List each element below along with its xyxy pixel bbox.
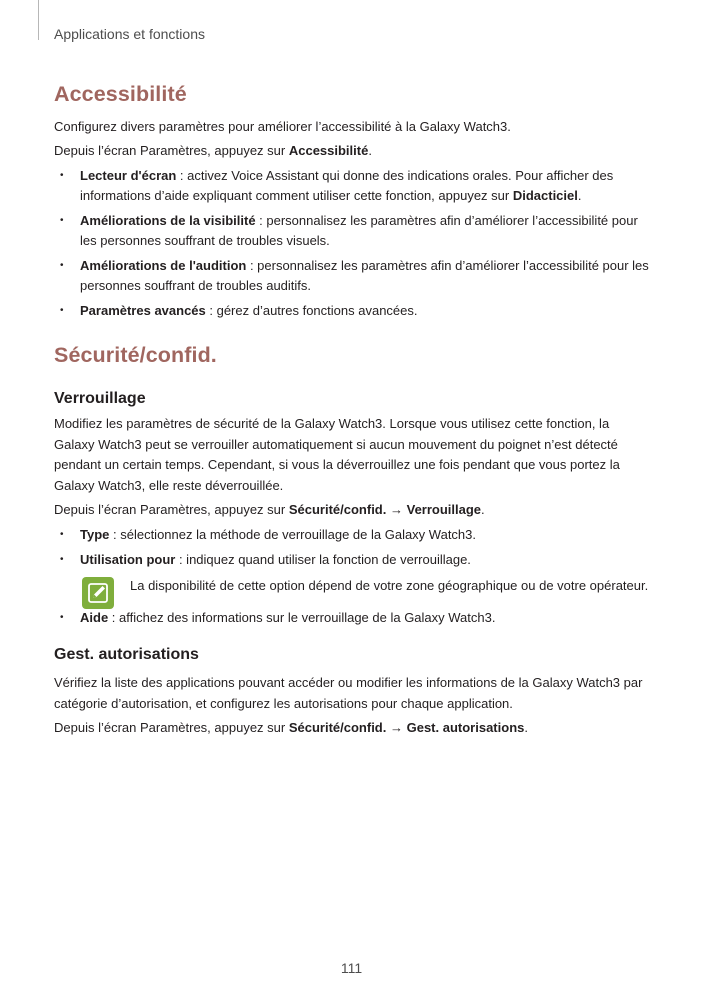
verrouillage-body: Modifiez les paramètres de sécurité de la Galaxy Watch3. Lorsque vous utilisez cette fonction, la Galaxy Watch3 peut se verrouiller automatiquement si aucun mouvement du poignet n’est détecté pendant un certain temps. Cependant, si vous la déverrouillez une fois pendant que vous portez la Galaxy Watch3, elle reste déverrouillée. [54,416,620,493]
verrouillage-list [54,525,652,570]
verrouillage-path: Depuis l’écran Paramètres, appuyez sur Sécurité/confid. → Verrouillage. [54,502,485,517]
list-item: • Utilisation pour : indiquez quand utiliser la fonction de verrouillage. [54,550,652,570]
note-text: La disponibilité de cette option dépend de votre zone géographique ou de votre opérateur. [130,578,649,593]
gest-body: Vérifiez la liste des applications pouvant accéder ou modifier les informations de la Galaxy Watch3 par catégorie d’autorisation, et configurez les autorisations pour chaque application. [54,675,643,711]
verrouillage-list-2 [54,608,652,628]
list-item: • Améliorations de la visibilité : personnalisez les paramètres afin d’améliorer l’accessibilité pour les personnes souffrant de troubles visuels. [54,211,652,251]
page-number: 111 [340,960,363,976]
note-box [54,576,652,596]
list-item: • Améliorations de l'audition : personnalisez les paramètres afin d’améliorer l’accessibilité pour les personnes souffrant de troubles auditifs. [54,256,652,296]
list-item: • Type : sélectionnez la méthode de verrouillage de la Galaxy Watch3. [54,525,652,545]
list-item: • Paramètres avancés : gérez d’autres fonctions avancées. [54,301,652,321]
subsection-title-verrouillage: Verrouillage [54,390,146,407]
gest-path: Depuis l’écran Paramètres, appuyez sur Sécurité/confid. → Gest. autorisations. [54,720,528,735]
note-pencil-icon [82,577,114,609]
subsection-title-gest-autorisations: Gest. autorisations [54,646,199,663]
list-item: • Lecteur d'écran : activez Voice Assistant qui donne des indications orales. Pour afficher des informations d’aide expliquant comment utiliser cette fonction, appuyez sur Didacticiel. [54,166,652,206]
accessibilite-list [54,166,652,321]
margin-rule [38,0,39,40]
accessibilite-path: Depuis l’écran Paramètres, appuyez sur Accessibilité. [54,143,372,158]
list-item: • Aide : affichez des informations sur le verrouillage de la Galaxy Watch3. [54,608,652,628]
section-title-accessibilite: Accessibilité [54,82,187,106]
running-header: Applications et fonctions [54,26,205,42]
page-content [54,82,652,738]
section-title-securite: Sécurité/confid. [54,343,217,367]
accessibilite-intro: Configurez divers paramètres pour améliorer l’accessibilité à la Galaxy Watch3. [54,119,511,134]
